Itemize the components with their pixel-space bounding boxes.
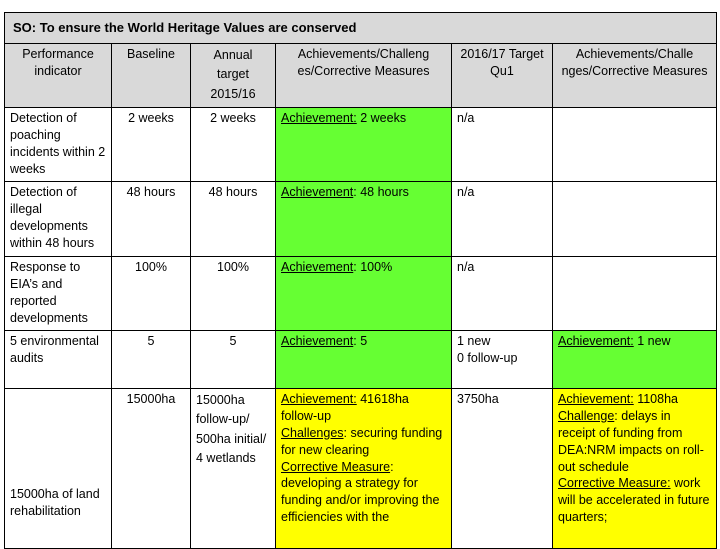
header-achievements-q1: Achievements/Challe nges/Corrective Measures [553,44,717,108]
achievement-value: 2 weeks [356,111,407,125]
indicator-cell: Detection of poaching incidents within 2 weeks [5,108,112,182]
target-line: 15000ha [196,393,245,407]
target-cell: 2 weeks [191,108,276,182]
achievement-q1-cell [553,389,717,549]
baseline-cell: 48 hours [112,182,191,257]
indicator-cell: 5 environmental audits [5,331,112,389]
achievement-q1-cell [553,108,717,182]
target-line: 4 wetlands [196,451,256,466]
q1-achievement-value: 1108ha [633,392,678,406]
target-cell: 48 hours [191,182,276,257]
table-row [5,331,717,389]
achievement-cell [276,108,452,182]
so-table [4,12,717,549]
header-baseline: Baseline [112,44,191,108]
target-q1-cell: n/a [452,182,553,257]
header-annual-target: Annual target 2015/16 [191,44,276,108]
target-cell: 5 [191,331,276,389]
achievement-q1-cell [553,257,717,331]
achievement-label: Achievement: [281,111,357,125]
baseline-cell: 100% [112,257,191,331]
target-q1-cell: n/a [452,257,553,331]
target-cell [191,389,276,549]
target-q1-cell [452,331,553,389]
target-line: 500ha initial/ [196,431,267,446]
q1-challenge-value: : delays in receipt of funding from DEA:NRM impacts on roll-out schedule [558,408,704,474]
q1-challenge-label: Challenge [558,408,615,423]
indicator-cell: Detection of illegal developments within 48 hours [5,182,112,257]
header-achievements-2015: Achievements/Challeng es/Corrective Measures [276,44,452,108]
baseline-cell: 5 [112,331,191,389]
baseline-cell: 15000ha [112,389,191,549]
corrective-measure-value: : developing a strategy for funding and/or improving the efficiencies with the [281,459,440,525]
target-q1-line: 1 new [457,334,491,348]
achievement-value: : 48 hours [353,185,409,199]
table-row [5,389,717,549]
achievement-label: Achievement: [281,392,357,406]
indicator-cell: 15000ha of land rehabilitation [5,389,112,549]
target-cell: 100% [191,257,276,331]
q1-corrective-measure-value: work will be accelerated in future quarters; [558,476,710,525]
table-row [5,108,717,182]
target-q1-cell: n/a [452,108,553,182]
achievement-cell [276,257,452,331]
corrective-measure-label: Corrective Measure [281,459,391,474]
achievement-cell [276,331,452,389]
challenges-value: : securing funding for new clearing [281,425,443,457]
q1-corrective-measure-label: Corrective Measure: [558,476,671,491]
target-q1-cell: 3750ha [452,389,553,549]
challenges-label: Challenges [281,425,344,440]
title-row [5,13,717,44]
target-line: follow-up/ [196,412,250,427]
table-row [5,182,717,257]
q1-achievement-value: 1 new [633,334,671,348]
baseline-cell: 2 weeks [112,108,191,182]
target-q1-line: 0 follow-up [457,350,518,365]
header-performance-indicator: Performance indicator [5,44,112,108]
achievement-value: 41618ha [356,392,409,406]
table-row [5,257,717,331]
achievement-value: : 100% [353,260,393,274]
table-title: SO: To ensure the World Heritage Values are conserved [5,13,717,44]
achievement-line2: follow-up [281,408,332,423]
achievement-label: Achievement [281,334,354,348]
q1-achievement-label: Achievement: [558,392,634,406]
header-row [5,44,717,108]
achievement-cell [276,389,452,549]
achievement-cell [276,182,452,257]
achievement-value: : 5 [353,334,368,348]
header-target-q1: 2016/17 Target Qu1 [452,44,553,108]
achievement-q1-cell [553,182,717,257]
q1-achievement-label: Achievement: [558,334,634,348]
achievement-q1-cell [553,331,717,389]
achievement-label: Achievement [281,260,354,274]
achievement-label: Achievement [281,185,354,199]
indicator-cell: Response to EIA’s and reported developments [5,257,112,331]
